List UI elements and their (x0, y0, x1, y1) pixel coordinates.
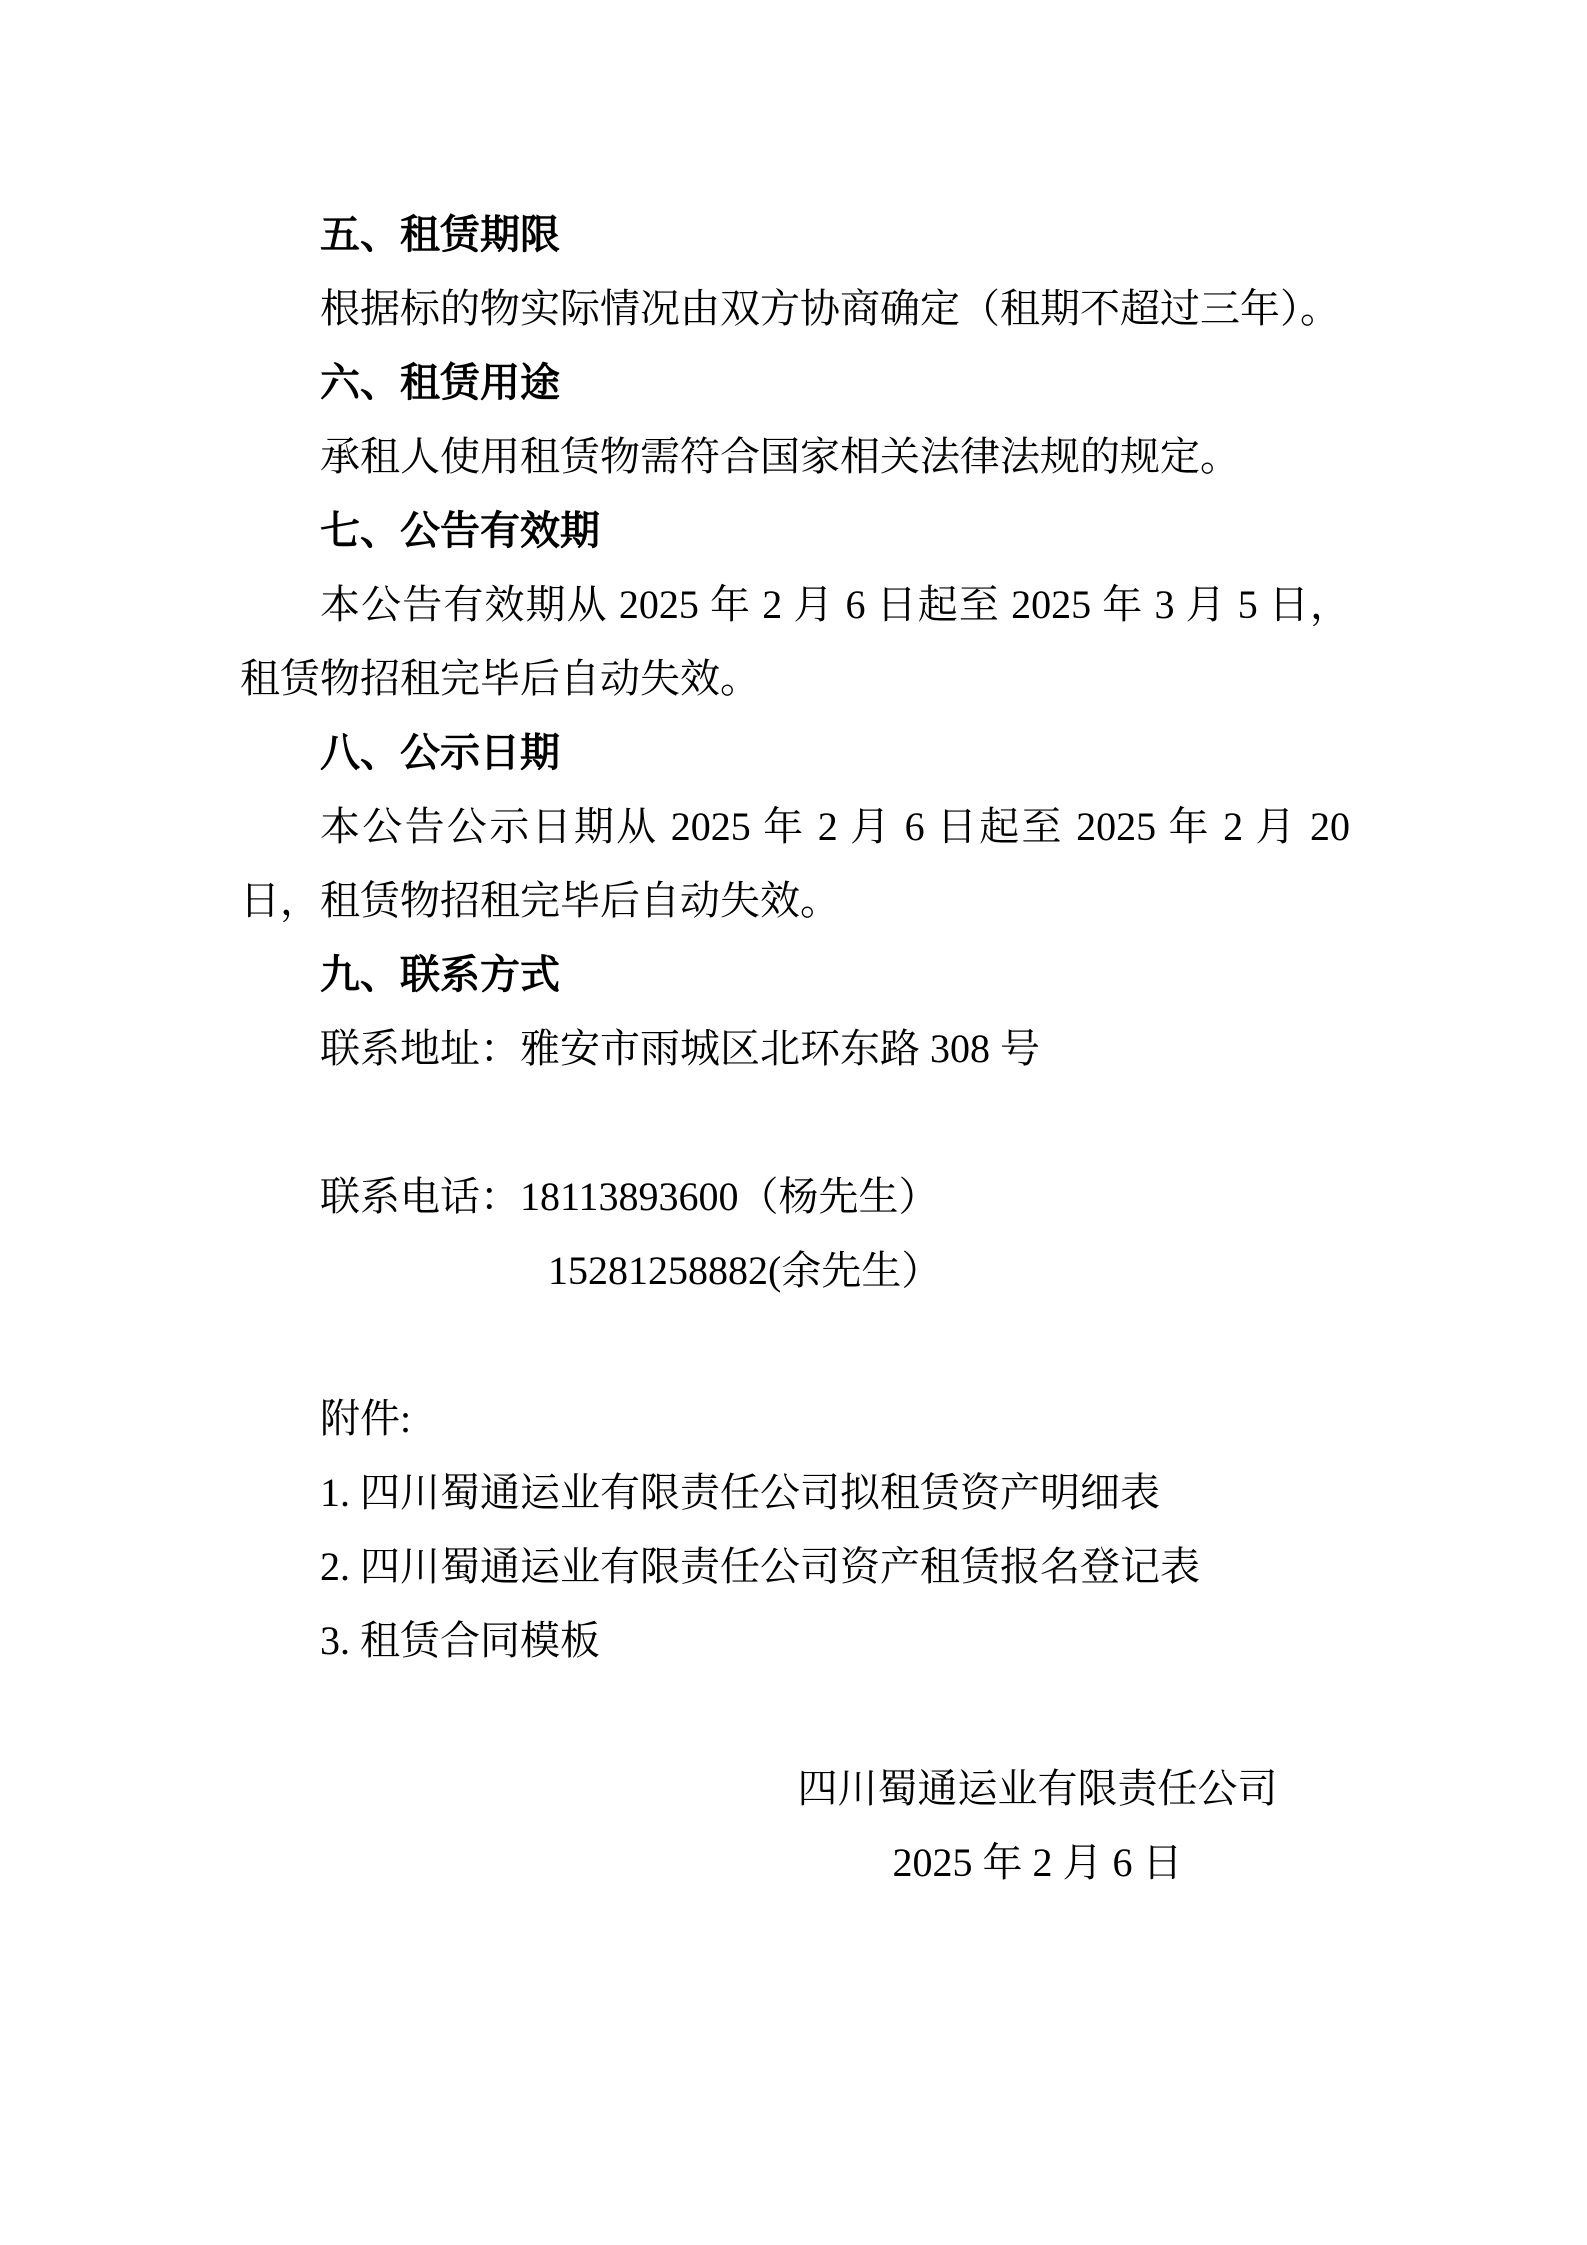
paragraph-announcement-validity: 本公告有效期从 2025 年 2 月 6 日起至 2025 年 3 月 5 日，租赁物招租完毕后自动失效。 (240, 582, 1350, 701)
spacer (240, 1678, 1350, 1752)
section-heading-lease-purpose: 六、租赁用途 (320, 361, 560, 405)
contact-phone-line-1 (240, 1160, 1350, 1234)
signature-date: 2025 年 2 月 6 日 (892, 1840, 1183, 1885)
paragraph-lease-term: 根据标的物实际情况由双方协商确定（租期不超过三年）。 (320, 286, 1340, 331)
section-heading-lease-term: 五、租赁期限 (320, 213, 560, 257)
spacer (240, 1308, 1350, 1382)
attachment-item-2: 2. 四川蜀通运业有限责任公司资产租赁报名登记表 (320, 1544, 1200, 1589)
paragraph-publicity-date: 本公告公示日期从 2025 年 2 月 6 日起至 2025 年 2 月 20 日，租赁物招租完毕后自动失效。 (240, 804, 1350, 923)
document-body (240, 198, 1350, 1900)
contact-phone2-value: 15281258882(余先生） (548, 1248, 942, 1293)
section-heading-publicity-date: 八、公示日期 (320, 731, 560, 775)
attachment-item-1: 1. 四川蜀通运业有限责任公司拟租赁资产明细表 (320, 1470, 1160, 1515)
contact-address-label: 联系地址： (320, 1026, 520, 1071)
contact-phone-label: 联系电话： (320, 1174, 520, 1219)
contact-address-value: 雅安市雨城区北环东路 308 号 (520, 1026, 1040, 1071)
attachments-label: 附件: (320, 1396, 412, 1441)
signature-company-name: 四川蜀通运业有限责任公司 (797, 1766, 1278, 1811)
section-heading-announcement-validity: 七、公告有效期 (320, 509, 600, 553)
paragraph-lease-purpose: 承租人使用租赁物需符合国家相关法律法规的规定。 (320, 434, 1240, 479)
attachment-item-3: 3. 租赁合同模板 (320, 1618, 600, 1663)
spacer (240, 1086, 1350, 1160)
contact-phone-line-2 (240, 1234, 1350, 1308)
section-heading-contact-info: 九、联系方式 (320, 953, 560, 997)
contact-address-line (240, 1012, 1350, 1086)
contact-phone1-value: 18113893600（杨先生） (520, 1174, 939, 1219)
signature-block (750, 1752, 1325, 1900)
